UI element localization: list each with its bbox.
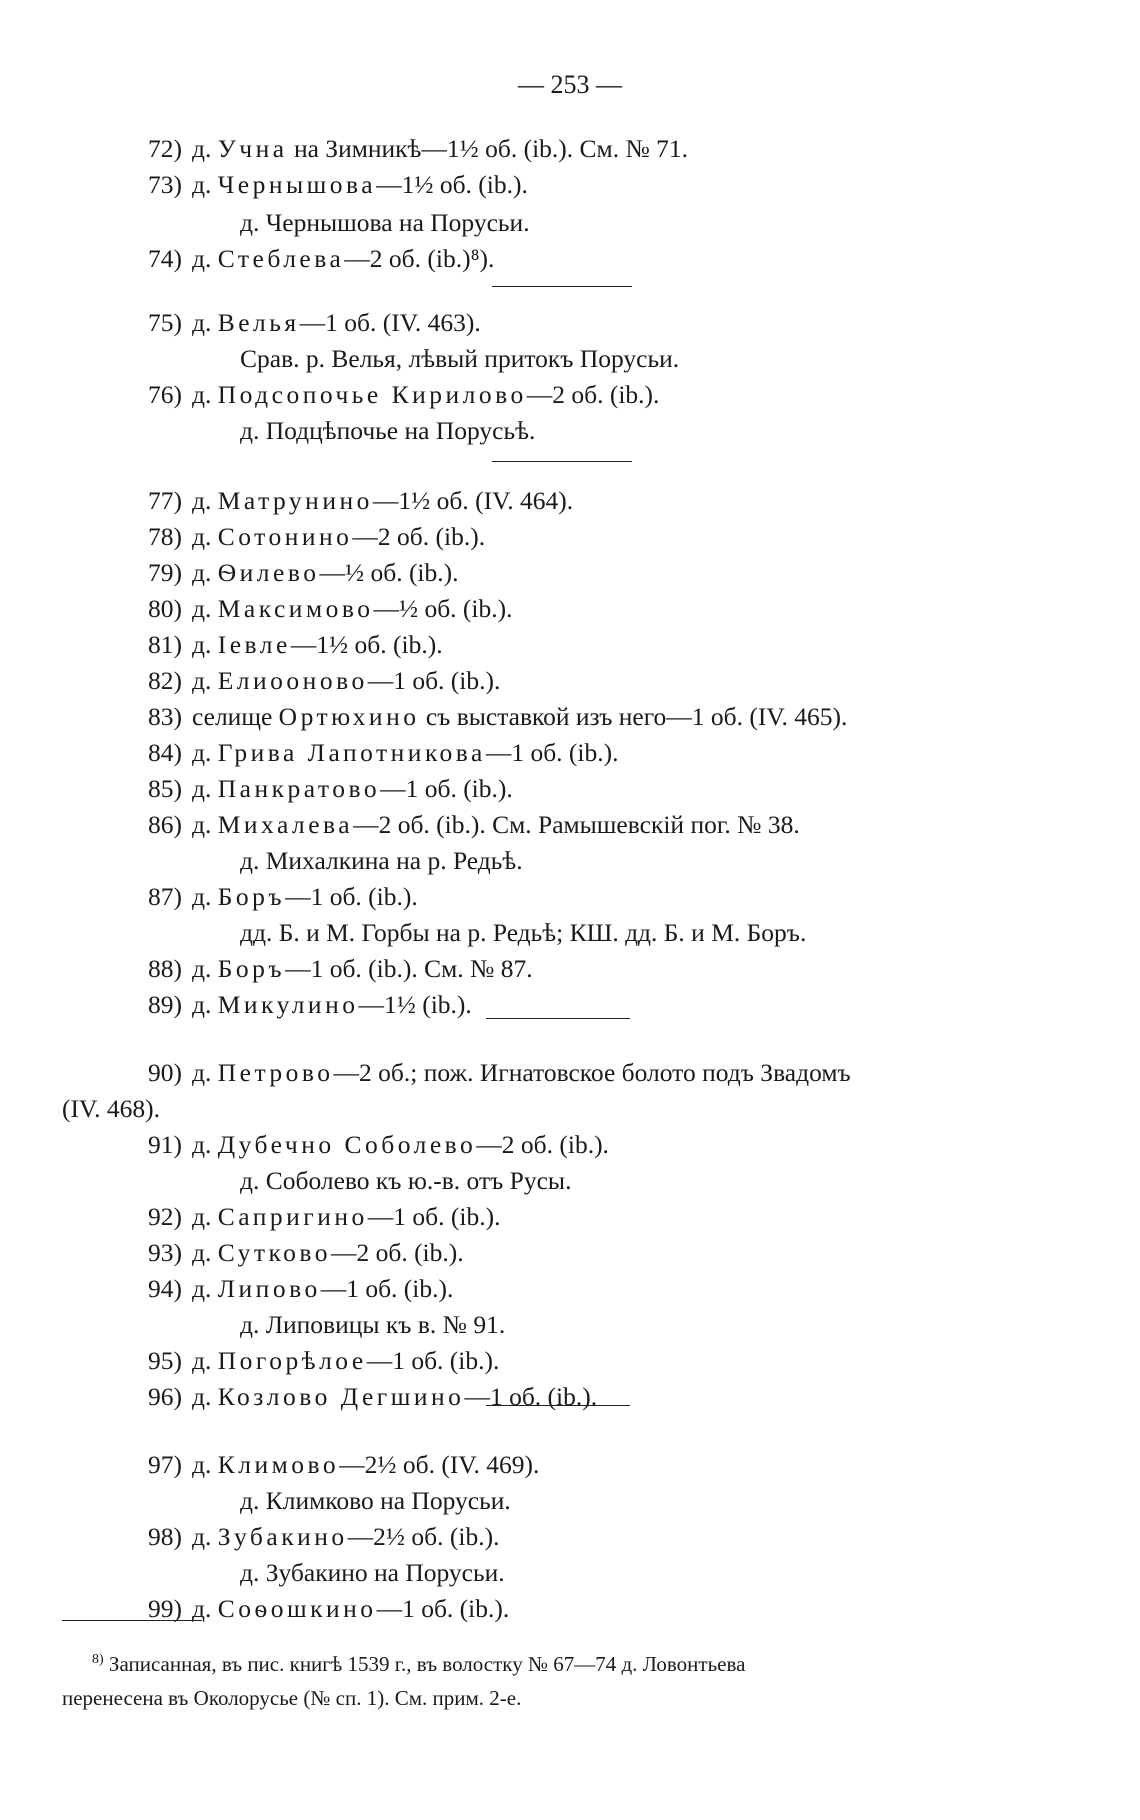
- entry-details: на Зимникѣ—1½ об. (ib.). См. № 71.: [293, 134, 689, 163]
- entry-prefix: д.: [192, 1594, 212, 1623]
- entry-details: —1 об. (ib.).: [485, 738, 619, 767]
- entry-details: —1 об. (ib.).: [380, 774, 513, 803]
- entry-prefix: д.: [192, 990, 212, 1019]
- entry-note: Срав. р. Велья, лѣвый притокъ Порусьи.: [240, 344, 680, 373]
- entry-details: —1 об. (IV. 463).: [299, 308, 481, 337]
- footnote-continuation: перенесена въ Околорусье (№ сп. 1). См. прим. 2-е.: [62, 1686, 522, 1710]
- entry-prefix: д.: [192, 1346, 212, 1375]
- entry-details: —2 об. (ib.)⁸).: [344, 244, 495, 273]
- place-name: Соѳошкино: [217, 1594, 377, 1623]
- entry-number: 72): [148, 134, 182, 163]
- place-name: Липово: [217, 1274, 321, 1303]
- entry-note: д. Чернышова на Порусьи.: [240, 208, 530, 237]
- entry-line: [130, 1348, 499, 1374]
- entry-prefix: д.: [192, 308, 212, 337]
- entry-details: —1½ об. (ib.).: [290, 630, 443, 659]
- entry-number: 87): [148, 882, 182, 911]
- place-name: Зубакино: [217, 1522, 348, 1551]
- place-name: Дубечно Соболево: [217, 1130, 477, 1159]
- entry-prefix: д.: [192, 1058, 212, 1087]
- entry-line: [130, 632, 443, 658]
- entry-number: 74): [148, 244, 182, 273]
- entry-prefix: д.: [192, 134, 212, 163]
- entry-prefix: д.: [192, 738, 212, 767]
- entry-prefix: д.: [192, 558, 212, 587]
- entry-details: —½ об. (ib.).: [373, 594, 513, 623]
- entry-note: д. Липовицы къ в. № 91.: [240, 1310, 506, 1339]
- entry-line: [130, 1132, 609, 1158]
- place-name: Іевле: [217, 630, 291, 659]
- entry-line: [130, 1060, 851, 1086]
- place-name: Сотонино: [217, 522, 353, 551]
- entry-number: 98): [148, 1522, 182, 1551]
- section-rule: [486, 1018, 630, 1019]
- entry-number: 85): [148, 774, 182, 803]
- place-name: Сутково: [217, 1238, 331, 1267]
- entry-line: [130, 596, 513, 622]
- entry-number: 91): [148, 1130, 182, 1159]
- entry-line: [130, 704, 847, 730]
- entry-note: д. Михалкина на р. Редьѣ.: [240, 846, 523, 875]
- place-name: Учна: [217, 134, 288, 163]
- entry-details: —1 об. (ib.).: [376, 1594, 510, 1623]
- footnote-marker: 8): [92, 1652, 104, 1667]
- entry-note: д. Зубакино на Порусьи.: [240, 1558, 505, 1587]
- entry-number: 92): [148, 1202, 182, 1231]
- entry-line: [130, 1596, 509, 1622]
- entry-line: [130, 172, 528, 198]
- entry-line: [130, 246, 494, 272]
- entry-details: —2 об. (ib.).: [330, 1238, 464, 1267]
- footnote-line-1: Записанная, въ пис. книгѣ 1539 г., въ волостку № 67—74 д. Ловонтьева: [108, 1652, 746, 1676]
- entry-line: [130, 992, 472, 1018]
- entry-number: 88): [148, 954, 182, 983]
- entry-number: 73): [148, 170, 182, 199]
- entry-prefix: д.: [192, 594, 212, 623]
- entry-note: дд. Б. и М. Горбы на р. Редьѣ; КШ. дд. Б. и М. Боръ.: [240, 918, 807, 947]
- section-rule: [492, 286, 632, 287]
- entry-line: [130, 812, 800, 838]
- entry-prefix: д.: [192, 1382, 212, 1411]
- section-rule: [492, 461, 632, 462]
- place-name: Сапригино: [217, 1202, 368, 1231]
- entry-details: —1½ об. (ib.).: [376, 170, 528, 199]
- entry-line: [130, 884, 418, 910]
- entry-number: 84): [148, 738, 182, 767]
- entry-prefix: д.: [192, 666, 212, 695]
- entry-number: 94): [148, 1274, 182, 1303]
- entry-prefix: д.: [192, 1274, 212, 1303]
- place-name: Грива Лапотникова: [217, 738, 486, 767]
- entry-details: —2 об. (ib.).: [476, 1130, 609, 1159]
- place-name: Микулино: [217, 990, 359, 1019]
- entry-number: 97): [148, 1450, 182, 1479]
- place-name: Козлово Дегшино: [217, 1382, 465, 1411]
- entry-line: [130, 1276, 453, 1302]
- entry-details: —2 об. (ib.).: [526, 380, 660, 409]
- place-name: Панкратово: [217, 774, 381, 803]
- entry-number: 89): [148, 990, 182, 1019]
- entry-details: —1 об. (ib.).: [367, 1202, 501, 1231]
- place-name: Велья: [217, 308, 300, 337]
- entry-line: [130, 740, 618, 766]
- section-rule: [486, 1405, 630, 1406]
- place-name: Чернышова: [217, 170, 377, 199]
- entry-number: 79): [148, 558, 182, 587]
- entry-line: [130, 560, 459, 586]
- entry-line: [130, 1524, 499, 1550]
- place-name: Боръ: [217, 882, 286, 911]
- entry-details: —1 об. (ib.).: [320, 1274, 454, 1303]
- entry-line: [130, 1452, 539, 1478]
- place-name: Михалева: [217, 810, 354, 839]
- page-number: — 253 —: [518, 70, 622, 99]
- entry-prefix: д.: [192, 1238, 212, 1267]
- entry-prefix: д.: [192, 1130, 212, 1159]
- entry-prefix: д.: [192, 1522, 212, 1551]
- place-name: Погорѣлое: [217, 1346, 367, 1375]
- entry-details: —½ об. (ib.).: [319, 558, 459, 587]
- entry-note: д. Подцѣпочье на Порусьѣ.: [240, 416, 536, 445]
- entry-number: 90): [148, 1058, 182, 1087]
- entry-prefix: д.: [192, 170, 212, 199]
- entry-line: [130, 668, 500, 694]
- entry-line: [130, 136, 688, 162]
- entry-details: —1½ об. (IV. 464).: [372, 486, 574, 515]
- entry-details: —1 об. (ib.).: [366, 1346, 500, 1375]
- entry-number: 83): [148, 702, 182, 731]
- entry-details: —2½ об. (IV. 469).: [339, 1450, 540, 1479]
- entry-line: [130, 956, 533, 982]
- entry-details: —1½ (ib.).: [358, 990, 472, 1019]
- entry-details: —1 об. (ib.).: [367, 666, 501, 695]
- entry-line: [130, 310, 481, 336]
- entry-details: —2 об. (ib.).: [352, 522, 486, 551]
- entry-line: [130, 1204, 500, 1230]
- entry-number: 81): [148, 630, 182, 659]
- entry-prefix: д.: [192, 810, 212, 839]
- place-name: Климово: [217, 1450, 340, 1479]
- entry-prefix: д.: [192, 380, 212, 409]
- place-name: Ортюхино: [278, 702, 420, 731]
- entry-line: [130, 488, 573, 514]
- entry-number: 76): [148, 380, 182, 409]
- entry-number: 93): [148, 1238, 182, 1267]
- entry-number: 77): [148, 486, 182, 515]
- entry-line: [130, 776, 513, 802]
- place-name: Максимово: [217, 594, 374, 623]
- entry-prefix: д.: [192, 882, 212, 911]
- entry-details: —1 об. (ib.).: [464, 1382, 598, 1411]
- entry-number: 99): [148, 1594, 182, 1623]
- place-name: Петрово: [217, 1058, 334, 1087]
- footnote: [92, 1652, 745, 1677]
- entry-number: 86): [148, 810, 182, 839]
- entry-number: 75): [148, 308, 182, 337]
- entry-prefix: д.: [192, 630, 212, 659]
- entry-details: съ выставкой изъ него—1 об. (IV. 465).: [425, 702, 848, 731]
- footnote-rule: [62, 1620, 202, 1621]
- entry-details: —1 об. (ib.). См. № 87.: [285, 954, 533, 983]
- entry-prefix: д.: [192, 522, 212, 551]
- place-name: Подсопочье Кирилово: [217, 380, 527, 409]
- entry-prefix: д.: [192, 486, 212, 515]
- place-name: Матрунино: [217, 486, 373, 515]
- entry-prefix: д.: [192, 1450, 212, 1479]
- entry-prefix: д.: [192, 774, 212, 803]
- entry-number: 80): [148, 594, 182, 623]
- entry-note: д. Соболево къ ю.-в. отъ Русы.: [240, 1166, 572, 1195]
- entry-number: 95): [148, 1346, 182, 1375]
- entry-note: д. Климково на Порусьи.: [240, 1486, 511, 1515]
- entry-note: (IV. 468).: [62, 1094, 160, 1123]
- entry-number: 96): [148, 1382, 182, 1411]
- entry-details: —2 об.; пож. Игнатовское болото подъ Звадомъ: [333, 1058, 851, 1087]
- entry-details: —2 об. (ib.). См. Рамышевскій пог. № 38.: [353, 810, 800, 839]
- entry-number: 78): [148, 522, 182, 551]
- entry-line: [130, 1240, 464, 1266]
- entry-prefix: селище: [192, 702, 273, 731]
- place-name: Елиоонoво: [217, 666, 368, 695]
- entry-prefix: д.: [192, 1202, 212, 1231]
- entry-prefix: д.: [192, 244, 212, 273]
- entry-line: [130, 524, 485, 550]
- entry-line: [130, 382, 659, 408]
- entry-details: —1 об. (ib.).: [285, 882, 418, 911]
- entry-prefix: д.: [192, 954, 212, 983]
- place-name: Ѳилево: [217, 558, 320, 587]
- place-name: Боръ: [217, 954, 286, 983]
- entry-details: —2½ об. (ib.).: [347, 1522, 500, 1551]
- entry-number: 82): [148, 666, 182, 695]
- place-name: Стеблева: [217, 244, 345, 273]
